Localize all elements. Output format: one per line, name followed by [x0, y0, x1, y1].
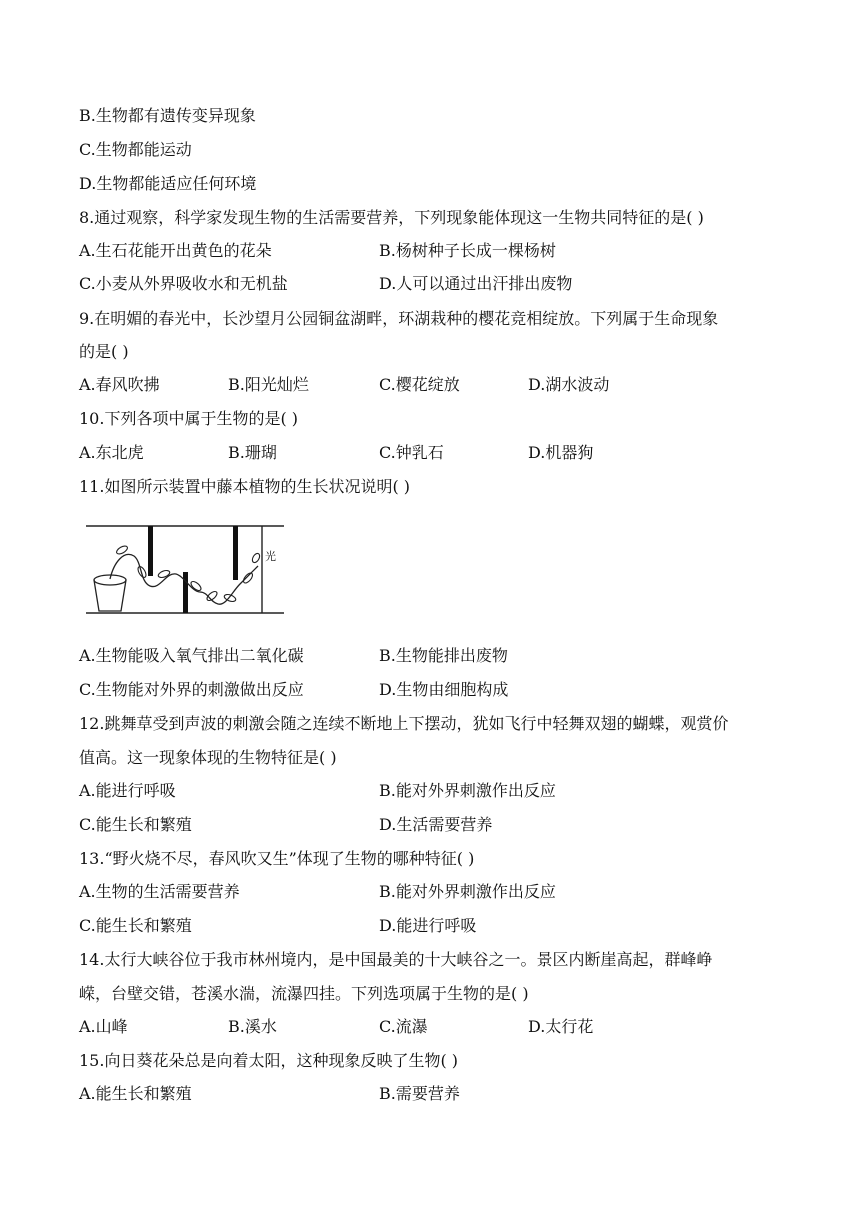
option-d: D.生物由细胞构成: [379, 680, 509, 699]
question-stem: 11.如图所示装置中藤本植物的生长状况说明( ): [79, 477, 411, 496]
option-d: D.人可以通过出汗排出废物: [379, 274, 573, 293]
light-label: 光: [265, 550, 276, 563]
option-c: C.钟乳石: [379, 443, 444, 462]
question-stem: 15.向日葵花朵总是向着太阳，这种现象反映了生物( ): [79, 1051, 459, 1070]
option-d: D.生活需要营养: [379, 815, 493, 834]
question-stem: 14.太行大峡谷位于我市林州境内，是中国最美的十大峡谷之一。景区内断崖高起，群峰峥: [79, 950, 713, 969]
option-a: A.能进行呼吸: [79, 781, 176, 800]
baffle: [183, 572, 188, 613]
option-b: B.杨树种子长成一棵杨树: [379, 241, 556, 260]
option-text: B.生物都有遗传变异现象: [79, 106, 256, 125]
option-c: C.小麦从外界吸收水和无机盐: [79, 274, 288, 293]
question-stem: 12.跳舞草受到声波的刺激会随之连续不断地上下摆动，犹如飞行中轻舞双翅的蝴蝶，观赏价: [79, 714, 729, 733]
option-a: A.能生长和繁殖: [79, 1084, 192, 1103]
option-d: D.湖水波动: [528, 375, 610, 394]
option-d: D.机器狗: [528, 443, 594, 462]
vine-plant-figure: [84, 522, 294, 617]
option-b: B.生物能排出废物: [379, 646, 508, 665]
question-stem: 13.“野火烧不尽，春风吹又生”体现了生物的哪种特征( ): [79, 849, 475, 868]
option-text: D.生物都能适应任何环境: [79, 174, 257, 193]
option-b: B.需要营养: [379, 1084, 460, 1103]
question-stem-continued: 的是( ): [79, 342, 129, 361]
option-b: B.溪水: [228, 1017, 277, 1036]
question-stem-continued: 嵘，台壁交错，苍溪水湍，流瀑四挂。下列选项属于生物的是( ): [79, 984, 529, 1003]
question-stem: 10.下列各项中属于生物的是( ): [79, 409, 299, 428]
option-d: D.能进行呼吸: [379, 916, 477, 935]
option-b: B.能对外界刺激作出反应: [379, 781, 556, 800]
baffle: [148, 526, 153, 576]
option-d: D.太行花: [528, 1017, 594, 1036]
option-a: A.生石花能开出黄色的花朵: [79, 241, 272, 260]
question-stem: 9.在明媚的春光中，长沙望月公园铜盆湖畔，环湖栽种的樱花竞相绽放。下列属于生命现象: [79, 309, 719, 328]
question-stem-continued: 值高。这一现象体现的生物特征是( ): [79, 748, 337, 767]
leaf-icon: [115, 544, 261, 602]
option-b: B.能对外界刺激作出反应: [379, 882, 556, 901]
baffle: [233, 526, 238, 580]
option-c: C.能生长和繁殖: [79, 815, 192, 834]
option-c: C.生物能对外界的刺激做出反应: [79, 680, 304, 699]
option-a: A.生物的生活需要营养: [79, 882, 240, 901]
option-b: B.阳光灿烂: [228, 375, 309, 394]
flower-pot: [94, 575, 126, 611]
option-c: C.能生长和繁殖: [79, 916, 192, 935]
option-a: A.春风吹拂: [79, 375, 160, 394]
question-stem: 8.通过观察，科学家发现生物的生活需要营养，下列现象能体现这一生物共同特征的是( ): [79, 208, 704, 227]
option-c: C.流瀑: [379, 1017, 428, 1036]
option-b: B.珊瑚: [228, 443, 277, 462]
option-a: A.生物能吸入氧气排出二氧化碳: [79, 646, 304, 665]
option-a: A.山峰: [79, 1017, 128, 1036]
option-text: C.生物都能运动: [79, 140, 192, 159]
option-a: A.东北虎: [79, 443, 144, 462]
option-c: C.樱花绽放: [379, 375, 460, 394]
